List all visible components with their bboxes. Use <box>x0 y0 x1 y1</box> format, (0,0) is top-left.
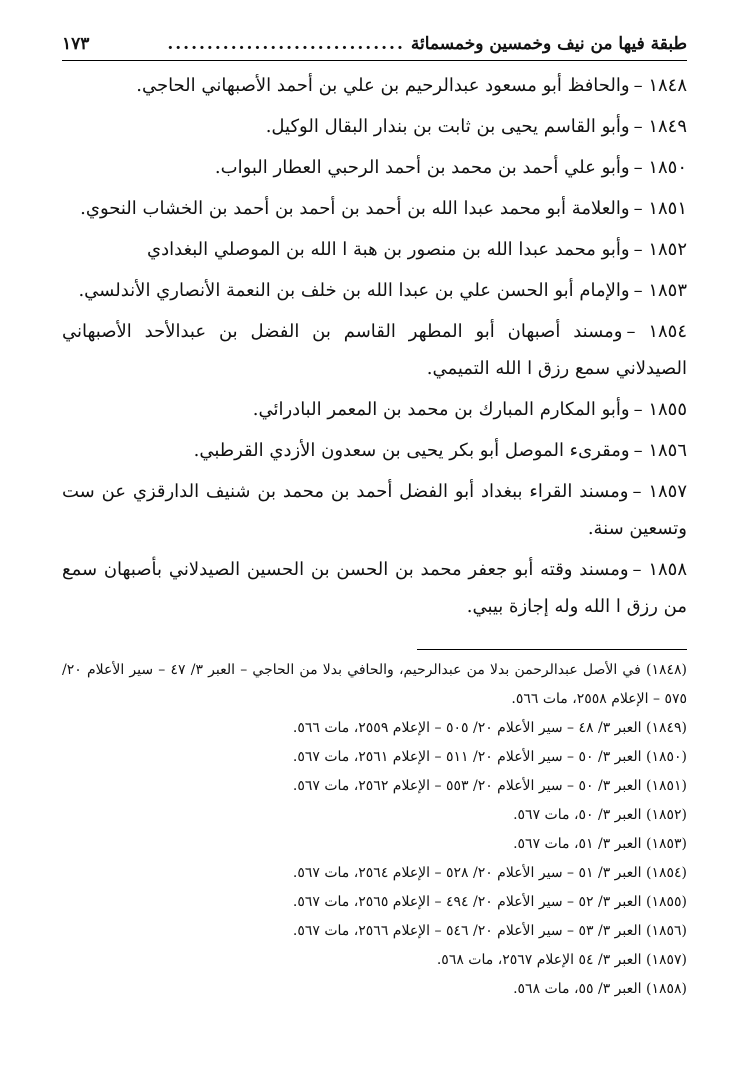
entries-list <box>62 67 687 625</box>
entry-text: وأبو محمد عبدا الله بن منصور بن هبة ا الله بن الموصلي البغدادي <box>147 239 630 260</box>
entry-number: ١٨٥٧ – <box>632 481 688 502</box>
entry <box>62 108 687 145</box>
entry-text: وأبو علي أحمد بن محمد بن أحمد الرحبي العطار البواب. <box>214 157 630 178</box>
footnote: (١٨٥٦) العبر ٣/ ٥٣ – سير الأعلام ٢٠/ ٥٤٦ – الإعلام ٢٥٦٦، مات ٥٦٧. <box>292 923 687 939</box>
entry <box>62 272 687 309</box>
footnote: (١٨٥٨) العبر ٣/ ٥٥، مات ٥٦٨. <box>513 981 687 997</box>
footnote: (١٨٥٠) العبر ٣/ ٥٠ – سير الأعلام ٢٠/ ٥١١ – الإعلام ٢٥٦١، مات ٥٦٧. <box>292 749 687 765</box>
footnote: (١٨٥٣) العبر ٣/ ٥١، مات ٥٦٧. <box>513 836 687 852</box>
footnote: (١٨٤٨) في الأصل عبدالرحمن بدلا من عبدالرحيم، والحافي بدلا من الحاجي – العبر ٣/ ٤٧ – سير الأعلام ٢٠/ ٥٧٥ – الإعلام ٢٥٥٨، مات ٥٦٦. <box>62 662 688 707</box>
footnote: (١٨٥٧) العبر ٣/ ٥٤ الإعلام ٢٥٦٧، مات ٥٦٨. <box>436 952 687 968</box>
footnotes <box>62 656 687 1004</box>
entry <box>62 313 687 387</box>
entry-number: ١٨٥٨ – <box>632 559 687 580</box>
entry <box>62 231 687 268</box>
entry-text: والإمام أبو الحسن علي بن عبدا الله بن خلف بن النعمة الأنصاري الأندلسي. <box>78 280 630 301</box>
entry-number: ١٨٥٣ – <box>633 280 687 301</box>
running-title: طبقة فيها من نيف وخمسين وخمسمائة <box>410 34 687 54</box>
entry-text: ومسند أصبهان أبو المطهر القاسم بن الفضل بن عبدالأحد الأصبهاني الصيدلاني سمع رزق ا الله التميمي. <box>62 321 687 379</box>
entry-number: ١٨٥١ – <box>633 198 687 219</box>
footnote-separator <box>417 649 687 650</box>
entry-number: ١٨٤٩ – <box>633 116 687 137</box>
entry-text: ومقرىء الموصل أبو بكر يحيى بن سعدون الأزدي القرطبي. <box>193 440 630 461</box>
entry <box>62 149 687 186</box>
entry-number: ١٨٥٠ – <box>633 157 687 178</box>
entry-text: ومسند وقته أبو جعفر محمد بن الحسن بن الحسين الصيدلاني بأصبهان سمع من رزق ا الله وله إجازة بيبي. <box>62 559 687 617</box>
entry <box>62 473 687 547</box>
footnote: (١٨٤٩) العبر ٣/ ٤٨ – سير الأعلام ٢٠/ ٥٠٥ – الإعلام ٢٥٥٩، مات ٥٦٦. <box>292 720 687 736</box>
entry-number: ١٨٥٢ – <box>633 239 687 260</box>
entry-text: والعلامة أبو محمد عبدا الله بن أحمد بن أحمد بن أحمد بن الخشاب النحوي. <box>80 198 630 219</box>
entry-text: وأبو المكارم المبارك بن محمد بن المعمر البادرائي. <box>252 399 630 420</box>
footnote: (١٨٥٥) العبر ٣/ ٥٢ – سير الأعلام ٢٠/ ٤٩٤ – الإعلام ٢٥٦٥، مات ٥٦٧. <box>292 894 687 910</box>
entry <box>62 67 687 104</box>
page-number: ١٧٣ <box>62 34 90 54</box>
entry-number: ١٨٥٤ – <box>626 321 687 342</box>
entry-number: ١٨٤٨ – <box>633 75 687 96</box>
footnote: (١٨٥٤) العبر ٣/ ٥١ – سير الأعلام ٢٠/ ٥٢٨ – الإعلام ٢٥٦٤، مات ٥٦٧. <box>292 865 687 881</box>
book-page <box>62 30 687 1004</box>
footnote: (١٨٥١) العبر ٣/ ٥٠ – سير الأعلام ٢٠/ ٥٥٣ – الإعلام ٢٥٦٢، مات ٥٦٧. <box>292 778 687 794</box>
entry-number: ١٨٥٦ – <box>633 440 687 461</box>
entry <box>62 551 687 625</box>
entry-text: وأبو القاسم يحيى بن ثابت بن بندار البقال الوكيل. <box>265 116 630 137</box>
footnote: (١٨٥٢) العبر ٣/ ٥٠، مات ٥٦٧. <box>513 807 687 823</box>
leader-dots: .............................. <box>167 34 405 54</box>
entry <box>62 190 687 227</box>
running-header <box>62 30 687 61</box>
entry-text: ومسند القراء ببغداد أبو الفضل أحمد بن محمد بن شنيف الدارقزي عن ست وتسعين سنة. <box>62 481 687 539</box>
entry-number: ١٨٥٥ – <box>633 399 687 420</box>
entry-text: والحافظ أبو مسعود عبدالرحيم بن علي بن أحمد الأصبهاني الحاجي. <box>136 75 630 96</box>
entry <box>62 432 687 469</box>
entry <box>62 391 687 428</box>
